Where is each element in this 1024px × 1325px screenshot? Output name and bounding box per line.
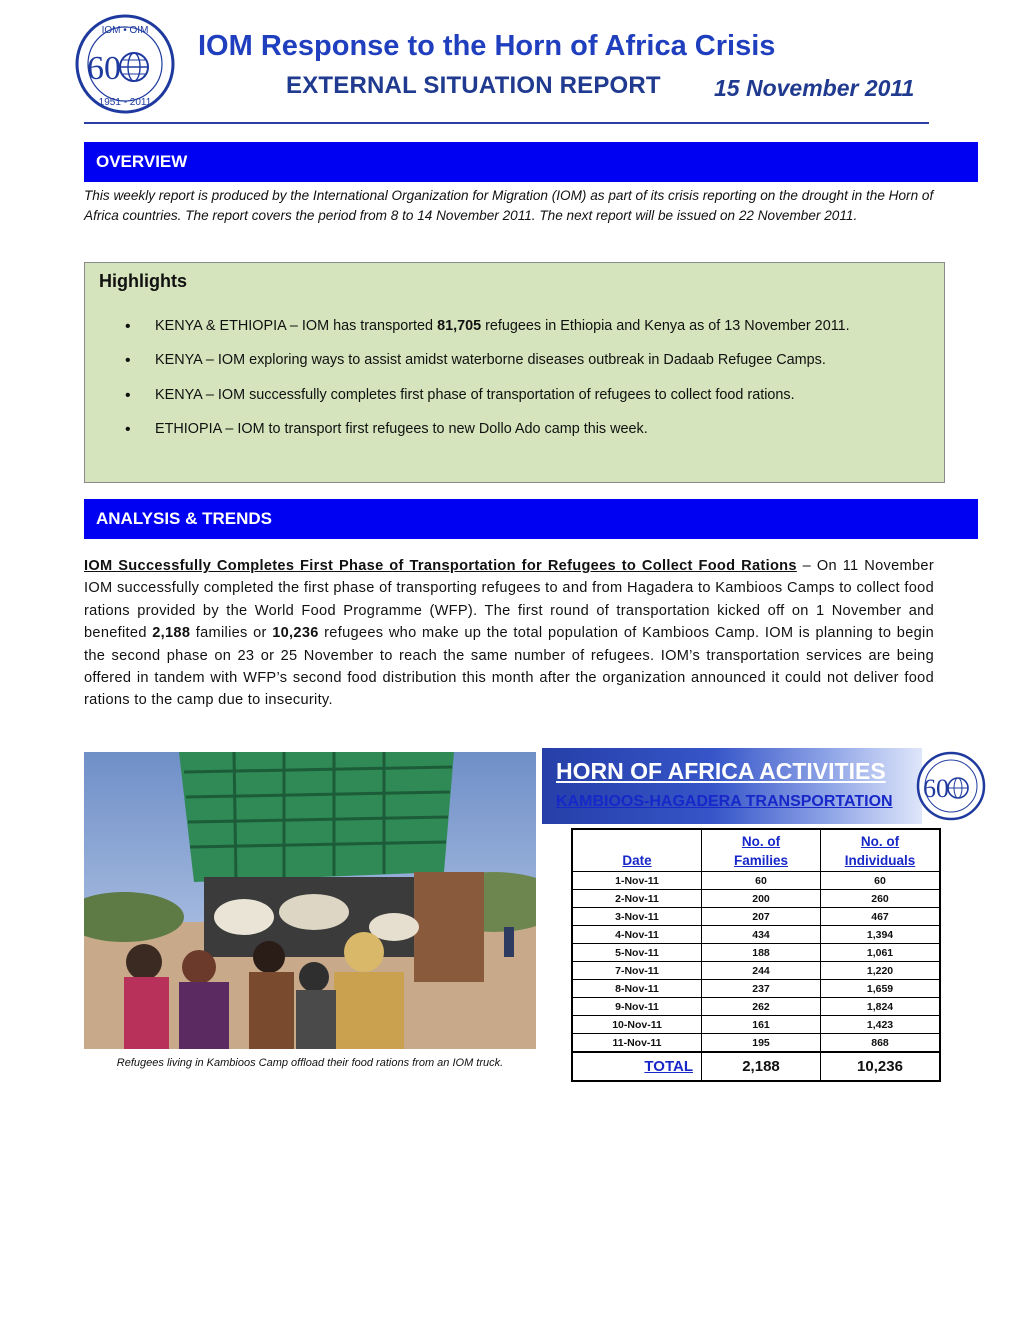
families-count: 2,188 [152,625,191,642]
report-date: 15 November 2011 [714,75,915,101]
cell-date: 8-Nov-11 [572,980,702,998]
total-individuals: 10,236 [821,1052,941,1081]
table-row [572,926,940,944]
cell-families: 244 [702,962,821,980]
cell-families: 434 [702,926,821,944]
table-row [572,944,940,962]
table-total-row [572,1052,940,1081]
cell-families: 207 [702,908,821,926]
highlight-text: KENYA – IOM successfully completes first phase of transportation of refugees to collect food rations. [155,387,795,403]
cell-individuals: 1,824 [821,998,941,1016]
svg-text:1951 - 2011: 1951 - 2011 [98,97,152,108]
overview-intro: This weekly report is produced by the International Organization for Migration (IOM) as part of its crisis reporting on the drought in the Horn of Africa countries. The report covers the period from 8 to 14 November 2011. The next report will be issued on 22 November 2011. [84,188,934,223]
header-families: No. of Families [702,829,821,872]
cell-individuals: 1,659 [821,980,941,998]
analysis-text: families or [190,625,273,642]
iom-60-logo-small [916,748,986,824]
cell-individuals: 1,061 [821,944,941,962]
cell-families: 161 [702,1016,821,1034]
cell-date: 5-Nov-11 [572,944,702,962]
header-date: Date [572,829,702,872]
table-row [572,1016,940,1034]
header-individuals: No. of Individuals [821,829,941,872]
cell-individuals: 1,394 [821,926,941,944]
highlights-box [84,262,945,483]
cell-individuals: 260 [821,890,941,908]
report-title: IOM Response to the Horn of Africa Crisis [198,30,776,62]
cell-families: 237 [702,980,821,998]
analysis-paragraph-heading: IOM Successfully Completes First Phase of Transportation for Refugees to Collect Food Rations [84,558,797,574]
highlight-item [125,384,925,407]
cell-date: 2-Nov-11 [572,890,702,908]
cell-individuals: 60 [821,872,941,890]
highlight-bold: 81,705 [437,318,482,334]
activities-title: HORN OF AFRICA ACTIVITIES [556,758,886,784]
table-header-row [572,829,940,872]
overview-section-bar: OVERVIEW [84,142,978,182]
analysis-text: refugees who make up the total population of Kambioos Camp. IOM is planning to begin the second phase on 23 or 25 November to reach the same number of refugees. IOM’s transportation services are being offered in tandem with WFP’s second food distribution this month after the organization announced it could not deliver food rations to the camp due to insecurity. [84,625,934,709]
truck-photo [84,752,536,1049]
highlight-text: ETHIOPIA – IOM to transport first refugees to new Dollo Ado camp this week. [155,421,648,437]
cell-date: 9-Nov-11 [572,998,702,1016]
highlight-item [125,349,925,372]
cell-individuals: 1,423 [821,1016,941,1034]
cell-individuals: 1,220 [821,962,941,980]
cell-families: 188 [702,944,821,962]
svg-text:IOM • OIM: IOM • OIM [101,25,149,36]
table-row [572,890,940,908]
activities-banner [542,748,922,824]
svg-text:60: 60 [87,50,121,87]
transportation-table [571,828,941,1082]
analysis-text: – On 11 November IOM successfully completed the first phase of transporting refugees to and from Hagadera to Kambioos Camps to collect food rations provided by the World Food Programme (WFP). The first round of transportation kicked off on 1 November and benefited [84,558,935,642]
table-row [572,980,940,998]
activities-subtitle: KAMBIOOS-HAGADERA TRANSPORTATION [556,793,893,810]
photo-caption: Refugees living in Kambioos Camp offload their food rations from an IOM truck. [116,1057,504,1069]
cell-date: 1-Nov-11 [572,872,702,890]
analysis-paragraph [84,555,934,712]
table-row [572,998,940,1016]
table-row [572,872,940,890]
cell-families: 60 [702,872,821,890]
cell-date: 11-Nov-11 [572,1034,702,1053]
header-divider [84,122,929,124]
cell-date: 10-Nov-11 [572,1016,702,1034]
highlights-list [125,315,925,441]
total-label: TOTAL [572,1052,702,1081]
highlights-title: Highlights [99,271,187,291]
cell-families: 200 [702,890,821,908]
iom-60-logo [74,13,176,115]
analysis-section-bar: ANALYSIS & TRENDS [84,499,978,539]
table-row [572,1034,940,1053]
cell-date: 4-Nov-11 [572,926,702,944]
individuals-count: 10,236 [272,625,319,642]
svg-text:60: 60 [923,774,949,803]
report-subtitle: EXTERNAL SITUATION REPORT [286,72,661,99]
cell-individuals: 467 [821,908,941,926]
total-families: 2,188 [702,1052,821,1081]
highlight-item [125,315,925,338]
highlight-text: refugees in Ethiopia and Kenya as of 13 November 2011. [481,318,850,334]
cell-date: 7-Nov-11 [572,962,702,980]
highlight-text: KENYA – IOM exploring ways to assist amidst waterborne diseases outbreak in Dadaab Refugee Camps. [155,352,826,368]
highlight-text: KENYA & ETHIOPIA – IOM has transported [155,318,438,334]
cell-families: 195 [702,1034,821,1053]
cell-date: 3-Nov-11 [572,908,702,926]
highlight-item [125,418,925,441]
table-row [572,908,940,926]
cell-families: 262 [702,998,821,1016]
cell-individuals: 868 [821,1034,941,1053]
table-row [572,962,940,980]
